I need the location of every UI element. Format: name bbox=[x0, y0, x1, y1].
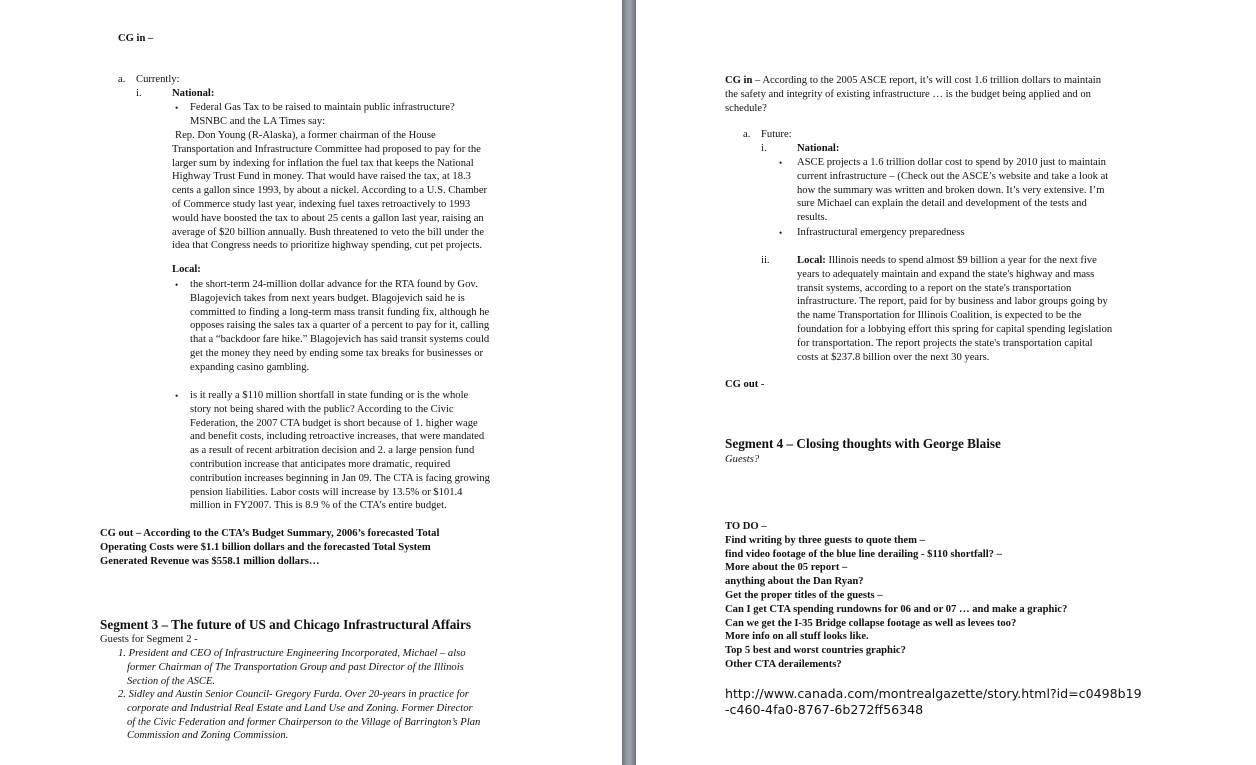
segment4-title: Segment 4 – Closing thoughts with George Blaise bbox=[725, 436, 1001, 451]
guest-1: 1. President and CEO of Infrastructure Engineering Incorporated, Michael – also former Chairman of The Transportation Group and past Director of the Illinois Section of the ASCE. bbox=[118, 648, 466, 687]
bullet-icon: • bbox=[175, 103, 179, 113]
list-marker: ii. bbox=[761, 255, 770, 266]
segment4-guests: Guests? bbox=[725, 454, 760, 465]
guest-2: 2. Sidley and Austin Senior Council- Gregory Furda. Over 20-years in practice for corporate and Industrial Real Estate and Land Use and Zoning. Former Director of the Civic Federation and former Chairperson to the Village of Barrington’s Plan Commission and Zoning Commission. bbox=[118, 689, 481, 742]
segment3-title: Segment 3 – The future of US and Chicago Infrastructural Affairs bbox=[100, 617, 471, 632]
list-marker: i. bbox=[136, 88, 142, 99]
document-page-left bbox=[0, 0, 622, 765]
todo-list: TO DO – Find writing by three guests to quote them – find video footage of the blue line derailing - $110 shortfall? – More about the 05 report – anything about the Dan Ryan? Get the proper titles of the guests – Can I get CTA spending rundowns for 06 and or 07 … and make a graphic? Can we get the I-35 Bridge collapse footage as well as levees too? More info on all stuff looks like. Top 5 best and worst countries graphic? Other CTA derailements? bbox=[725, 521, 1068, 670]
national-bullet-text: Federal Gas Tax to be raised to maintain public infrastructure? MSNBC and the LA Times say: bbox=[190, 102, 455, 127]
national-bullet-preparedness: Infrastructural emergency preparedness bbox=[797, 227, 965, 238]
document-page-right bbox=[636, 0, 1256, 765]
local-label: Local: bbox=[797, 255, 826, 266]
segment3-guests-label: Guests for Segment 2 - bbox=[100, 634, 198, 645]
bullet-icon: • bbox=[779, 228, 783, 238]
national-label: National: bbox=[797, 143, 840, 154]
currently-label: Currently: bbox=[136, 74, 180, 85]
national-label: National: bbox=[172, 88, 215, 99]
page-gap bbox=[622, 0, 636, 765]
list-marker: a. bbox=[118, 74, 126, 85]
national-quote: Rep. Don Young (R-Alaska), a former chairman of the House Transportation and Infrastructure Committee had proposed to pay for the larger sum by indexing for inflation the fuel tax that keeps the National Highway Trust Fund in money. That would have raised the tax, at 18.3 cents a gallon since 1993, by about a nickel. According to a U.S. Chamber of Commerce study last year, indexing fuel taxes retroactively to 1993 would have boosted the tax to about 25 cents a gallon last year, raising an average of $20 billion annually. Bush threatened to veto the bill under the idea that Congress needs to prioritize highway spending, cut pet projects. bbox=[172, 130, 488, 252]
local-bullet-rta: the short-term 24-million dollar advance for the RTA found by Gov. Blagojevich takes from next years budget. Blagojevich said he is committed to finding a long-term mass transit funding fix, although he opposes raising the sales tax a quarter of a percent to pay for it, calling that a “backdoor fare hike.” Blagojevich has said transit systems could get the money they need by ending some tax breaks for businesses or expanding casino gambling. bbox=[190, 279, 490, 373]
list-marker: i. bbox=[761, 143, 767, 154]
local-label: Local: bbox=[172, 264, 201, 275]
future-label: Future: bbox=[761, 129, 792, 140]
cg-out-heading: CG out - bbox=[725, 379, 765, 390]
local-paragraph: Local: Illinois needs to spend almost $9 billion a year for the next five years to adequately maintain and expand the state's highway and mass transit systems, according to a report on the state's transportation infrastructure. The report, paid for by business and labor groups going by the name Transportation for Illinois Coalition, is expected to be the foundation for a lobbying effort this spring for capital spending legislation for transportation. The report projects the state's transportation capital costs at $237.8 billion over the next 30 years. bbox=[797, 255, 1113, 363]
bullet-icon: • bbox=[779, 158, 783, 168]
cg-in-heading: CG in – bbox=[118, 33, 154, 44]
cg-out-paragraph: CG out – According to the CTA’s Budget Summary, 2006’s forecasted Total Operating Costs were $1.1 billion dollars and the forecasted Total System Generated Revenue was $558.1 million dollars… bbox=[100, 528, 440, 567]
cg-in-label: CG in bbox=[725, 75, 753, 86]
reference-url[interactable]: http://www.canada.com/montrealgazette/story.html?id=c0498b19 -c460-4fa0-8767-6b272ff56348 bbox=[725, 686, 1142, 717]
cg-in-paragraph: CG in – According to the 2005 ASCE report, it’s will cost 1.6 trillion dollars to maintain the safety and integrity of existing infrastructure … is the budget being applied and on schedule? bbox=[725, 75, 1102, 114]
bullet-icon: • bbox=[175, 391, 179, 401]
bullet-icon: • bbox=[175, 280, 179, 290]
list-marker: a. bbox=[743, 129, 751, 140]
local-bullet-shortfall: is it really a $110 million shortfall in state funding or is the whole story not being shared with the public? According to the Civic Federation, the 2007 CTA budget is short because of 1. higher wage and benefit costs, including retroactive increases, that were mandated as a result of recent arbitration decision and 2. a large pension fund contribution increase that anticipates more dramatic, required contribution increases beginning in Jan 09. The CTA is facing growing pension liabilities. Labor costs will increase by 13.5% or $101.4 million in FY2007. This is 8.9 % of the CTA’s entire budget. bbox=[190, 390, 490, 512]
national-bullet-asce: ASCE projects a 1.6 trillion dollar cost to spend by 2010 just to maintain current infrastructure – (Check out the ASCE’s website and take a look at how the summary was written and broken down. It’s very extensive. I’m sure Michael can explain the detail and development of the tests and results. bbox=[797, 157, 1109, 224]
